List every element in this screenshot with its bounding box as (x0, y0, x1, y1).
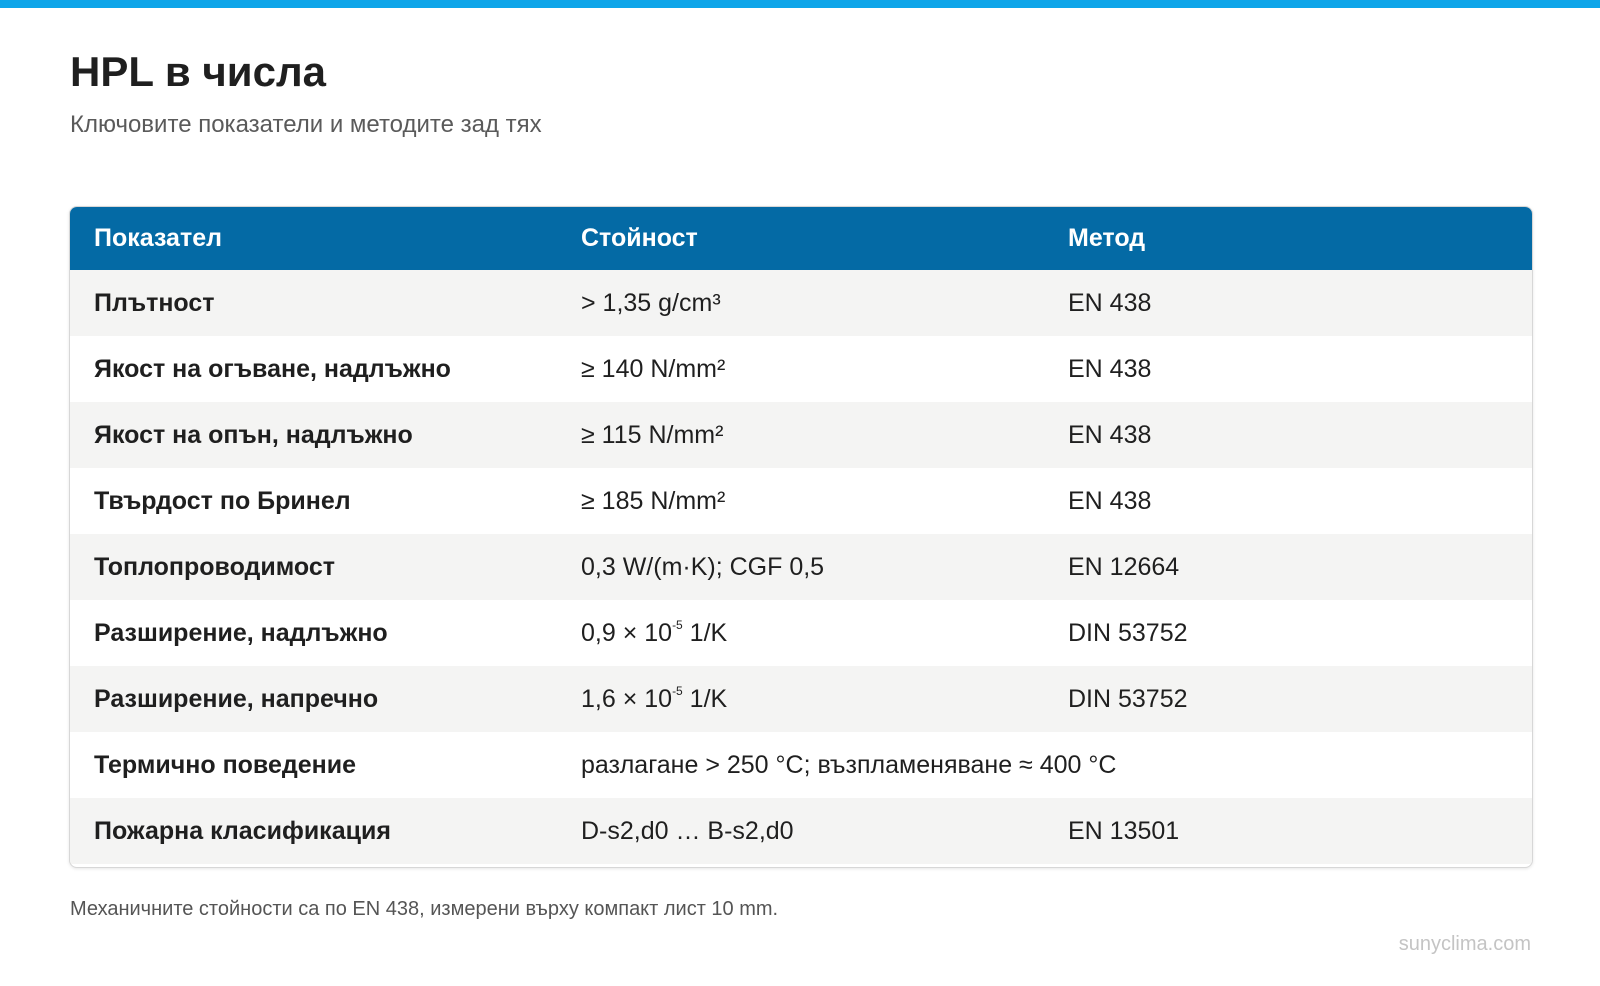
footnote: Механичните стойности са по EN 438, измерени върху компакт лист 10 mm. (70, 898, 779, 920)
table-row (70, 270, 1532, 336)
row-method: EN 438 (1068, 288, 1152, 317)
table-row (70, 798, 1532, 864)
specs-table-card (69, 206, 1533, 868)
row-method: EN 12664 (1068, 552, 1180, 581)
page-title: HPL в числа (70, 48, 326, 95)
table-row (70, 600, 1532, 666)
page-subtitle: Ключовите показатели и методите зад тях (70, 111, 542, 138)
source-watermark: sunyclima.com (1398, 933, 1531, 955)
table-header-row (70, 207, 1532, 270)
row-method (1044, 732, 1532, 798)
row-parameter: Топлопроводимост (94, 552, 336, 581)
row-value: ≥ 140 N/mm² (581, 354, 726, 383)
value-unit: 1/K (682, 618, 728, 647)
row-parameter: Плътност (94, 288, 215, 317)
row-value: разлагане > 250 °C; възпламеняване ≈ 400 °C (581, 750, 1117, 779)
column-header-parameter: Показател (94, 224, 222, 252)
column-header-method: Метод (1068, 224, 1146, 252)
row-value: ≥ 185 N/mm² (581, 486, 726, 515)
row-value (557, 600, 1044, 666)
row-value: > 1,35 g/cm³ (581, 288, 721, 317)
row-value: 0,3 W/(m·K); CGF 0,5 (581, 552, 825, 581)
row-value (557, 666, 1044, 732)
row-method: EN 13501 (1068, 816, 1180, 845)
column-header-value: Стойност (581, 224, 698, 252)
row-parameter: Разширение, надлъжно (94, 618, 388, 647)
row-value: ≥ 115 N/mm² (581, 420, 724, 449)
table-row (70, 468, 1532, 534)
row-parameter: Пожарна класификация (94, 816, 391, 845)
row-method: EN 438 (1068, 354, 1152, 383)
row-value: D-s2,d0 … B-s2,d0 (581, 816, 794, 845)
table-row (70, 666, 1532, 732)
table-row (70, 402, 1532, 468)
table-row (70, 336, 1532, 402)
value-unit: 1/K (682, 684, 728, 713)
table-row (70, 534, 1532, 600)
specs-table (70, 207, 1532, 864)
row-method: DIN 53752 (1068, 684, 1188, 713)
value-exponent: -5 (672, 683, 683, 698)
row-method: DIN 53752 (1068, 618, 1188, 647)
row-parameter: Термично поведение (94, 750, 357, 779)
row-parameter: Якост на огъване, надлъжно (94, 354, 451, 383)
value-base: 0,9 × 10 (581, 618, 673, 647)
top-accent-bar (0, 0, 1600, 8)
row-parameter: Разширение, напречно (94, 684, 379, 713)
row-method: EN 438 (1068, 420, 1152, 449)
row-parameter: Якост на опън, надлъжно (94, 420, 413, 449)
row-parameter: Твърдост по Бринел (94, 486, 351, 515)
table-row (70, 732, 1532, 798)
value-base: 1,6 × 10 (581, 684, 673, 713)
value-exponent: -5 (672, 617, 683, 632)
row-method: EN 438 (1068, 486, 1152, 515)
